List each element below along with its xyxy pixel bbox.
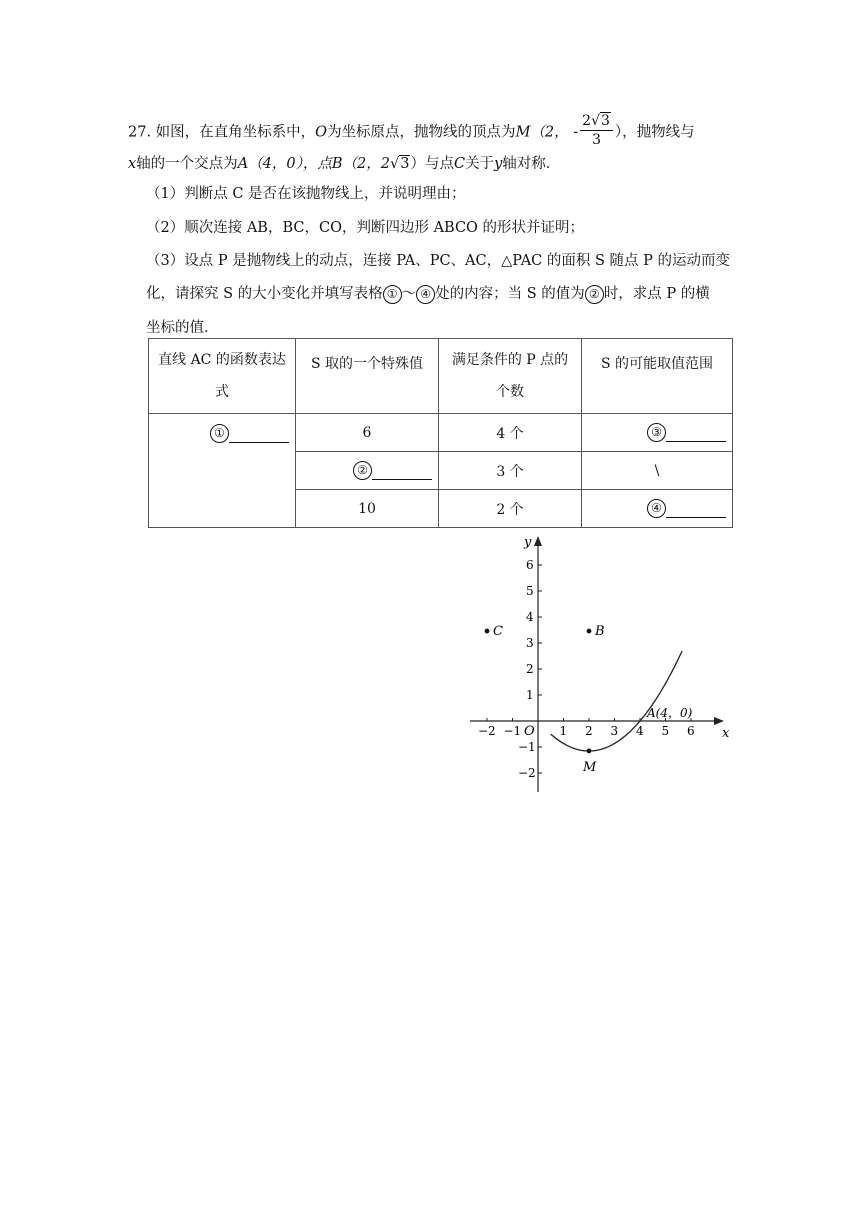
y-tick-label: −2 <box>518 766 536 780</box>
y-tick-label: 3 <box>526 636 534 650</box>
x-tick-label: 2 <box>585 724 593 738</box>
range-cell: \ <box>582 452 733 490</box>
blank-3[interactable] <box>666 427 726 442</box>
p-count-cell: 3 个 <box>439 452 582 490</box>
s-value-cell: ② <box>296 452 439 490</box>
point-c-label: C <box>493 624 503 640</box>
sub-question-3-line-1: （3）设点 P 是抛物线上的动点，连接 PA、PC、AC，△PAC 的面积 S 随点 P 的运动而变 <box>146 253 730 269</box>
p-count-cell: 2 个 <box>439 490 582 528</box>
s-value-cell: 6 <box>296 414 439 452</box>
x-tick-label: 4 <box>636 724 644 738</box>
point-c <box>485 629 490 634</box>
x-tick-label: −2 <box>478 724 496 738</box>
header-ac-expression: 直线 AC 的函数表达式 <box>149 339 296 414</box>
y-tick-label: 6 <box>526 558 534 572</box>
question-number: 27. <box>128 124 152 141</box>
point-b-label: B <box>595 624 605 640</box>
point-b <box>587 629 592 634</box>
s-value-cell: 10 <box>296 490 439 528</box>
blank-2[interactable] <box>372 465 432 480</box>
range-cell: ③ <box>582 414 733 452</box>
sub-question-3-line-2: 化，请探究 S 的大小变化并填写表格 ① ～ ④ 处的内容；当 S 的值为 ② 时，求点 P 的横 <box>146 286 710 302</box>
y-tick-label: −1 <box>518 740 536 754</box>
y-tick-label: 4 <box>526 610 534 624</box>
figure-group <box>470 535 730 792</box>
point-m-label: M <box>583 759 597 775</box>
x-tick-label: −1 <box>503 724 522 738</box>
p-count-cell: 4 个 <box>439 414 582 452</box>
answer-table <box>148 338 733 528</box>
blank-4[interactable] <box>666 503 726 518</box>
y-axis-arrow <box>534 536 542 546</box>
sub-question-1: （1）判断点 C 是否在该抛物线上，并说明理由； <box>146 186 466 202</box>
question-line-2: x轴的一个交点为A（4，0），点B（2，2√3）与点C关于y轴对称． <box>128 156 561 172</box>
point-a-label: A(4，0) <box>647 706 693 720</box>
x-tick-label: 1 <box>559 724 568 738</box>
x-tick-label: 3 <box>610 724 619 738</box>
blank-1[interactable] <box>229 428 289 443</box>
x-axis-label: x <box>722 726 730 741</box>
range-cell: ④ <box>582 490 733 528</box>
sub-question-3-line-3: 坐标的值． <box>146 320 219 336</box>
x-axis-arrow <box>714 717 724 725</box>
header-s-range: S 的可能取值范围 <box>582 339 733 414</box>
question-line-1: 27. 如图，在直角坐标系中，O为坐标原点，抛物线的顶点为M（2， - $\frac{2√3}{3}$ ），抛物线与 <box>128 113 695 148</box>
ac-expression-cell: ① <box>149 414 296 528</box>
y-axis-label: y <box>524 535 532 550</box>
x-tick-label: 6 <box>687 724 695 738</box>
y-tick-label: 2 <box>526 662 534 676</box>
x-tick-label: 5 <box>661 724 670 738</box>
parabola-figure <box>460 530 740 800</box>
sub-question-2: （2）顺次连接 AB，BC，CO，判断四边形 ABCO 的形状并证明； <box>146 220 585 236</box>
y-tick-label: 5 <box>526 584 534 598</box>
point-m <box>587 749 592 754</box>
header-p-count: 满足条件的 P 点的个数 <box>439 339 582 414</box>
y-tick-label: 1 <box>526 688 534 702</box>
vertex-fraction: $\frac{2√3}{3}$ <box>580 114 613 147</box>
origin-label: O <box>524 724 535 739</box>
header-s-special-value: S 取的一个特殊值 <box>296 339 439 414</box>
